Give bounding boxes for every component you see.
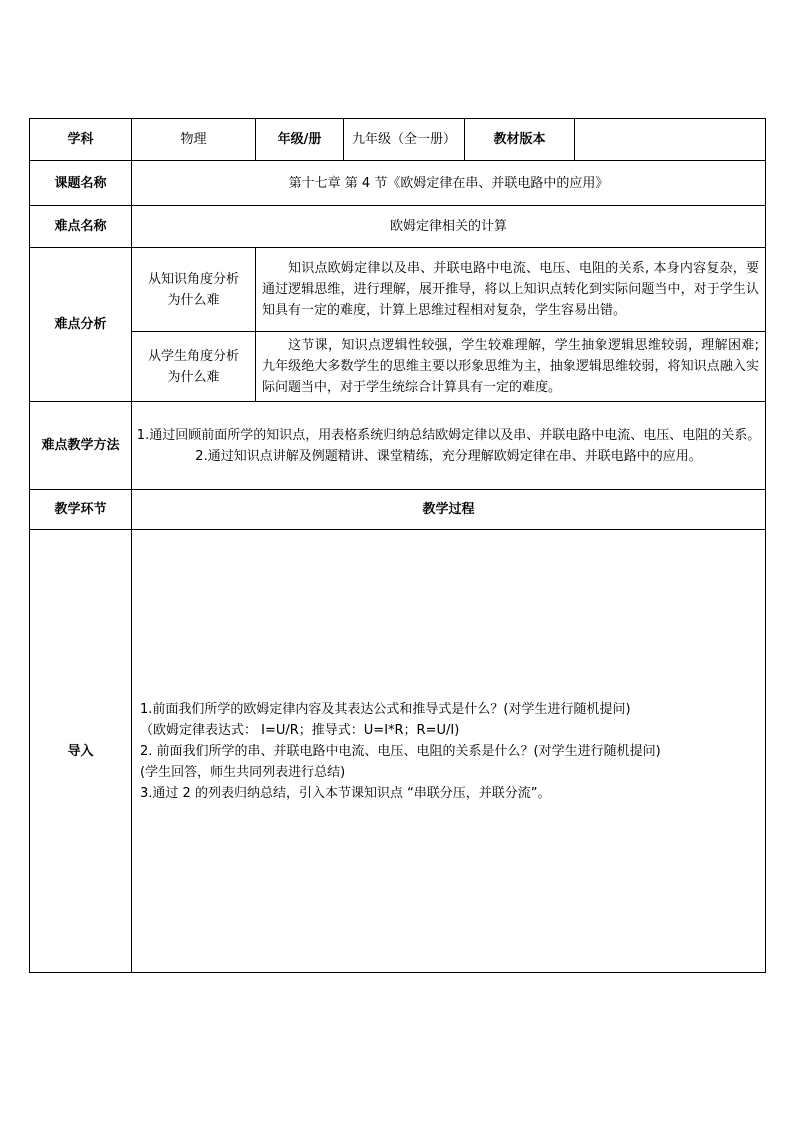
lesson-plan-table (29, 118, 766, 973)
topic-value: 第十七章 第 4 节《欧姆定律在串、并联电路中的应用》 (132, 161, 766, 206)
intro-row (30, 530, 766, 973)
method-row (30, 402, 766, 490)
intro-line-3: 2. 前面我们所学的串、并联电路中电流、电压、电阻的关系是什么？(对学生进行随机提问) (140, 743, 661, 759)
header-row (30, 119, 766, 161)
intro-line-1: 1.前面我们所学的欧姆定律内容及其表达公式和推导式是什么？(对学生进行随机提问) (140, 701, 631, 717)
difficulty-value: 欧姆定律相关的计算 (132, 206, 766, 248)
method-label: 难点教学方法 (30, 402, 132, 490)
analysis-student-row (30, 332, 766, 402)
method-line-2: 2.通过知识点讲解及例题精讲、课堂精练，充分理解欧姆定律在串、并联电路中的应用。 (195, 448, 702, 464)
difficulty-label: 难点名称 (30, 206, 132, 248)
edition-value (575, 119, 766, 161)
intro-line-4: (学生回答，师生共同列表进行总结) (140, 764, 346, 780)
analysis-knowledge-row (30, 248, 766, 332)
process-label: 教学过程 (132, 490, 766, 530)
stage-label: 教学环节 (30, 490, 132, 530)
knowledge-angle-label: 从知识角度分析为什么难 (132, 248, 256, 332)
analysis-label: 难点分析 (30, 248, 132, 402)
subject-value: 物理 (132, 119, 256, 161)
intro-line-5: 3.通过 2 的列表归纳总结，引入本节课知识点 “串联分压，并联分流”。 (140, 785, 551, 801)
grade-value: 九年级（全一册） (344, 119, 465, 161)
method-line-1: 1.通过回顾前面所学的知识点，用表格系统归纳总结欧姆定律以及串、并联电路中电流、电压、电阻的关系。 (136, 427, 761, 443)
knowledge-angle-text: 知识点欧姆定律以及串、并联电路中电流、电压、电阻的关系, 本身内容复杂，要通过逻辑思维，进行理解，展开推导，将以上知识点转化到实际问题当中，对于学生认知具有一定的难度，计算上思维过程相对复杂，学生容易出错。 (256, 248, 766, 332)
difficulty-row (30, 206, 766, 248)
intro-content (132, 530, 766, 973)
student-angle-text: 这节课，知识点逻辑性较强，学生较难理解，学生抽象逻辑思维较弱，理解困难; 九年级绝大多数学生的思维主要以形象思维为主，抽象逻辑思维较弱，将知识点融入实际问题当中，对于学生统综合计算具有一定的难度。 (256, 332, 766, 402)
intro-label: 导入 (30, 530, 132, 973)
method-content (132, 402, 766, 490)
topic-row (30, 161, 766, 206)
subject-label: 学科 (30, 119, 132, 161)
student-angle-label: 从学生角度分析为什么难 (132, 332, 256, 402)
grade-label: 年级/册 (256, 119, 344, 161)
edition-label: 教材版本 (465, 119, 575, 161)
topic-label: 课题名称 (30, 161, 132, 206)
process-header-row (30, 490, 766, 530)
intro-line-2: （欧姆定律表达式： I=U/R；推导式：U=I*R；R=U/I) (140, 722, 460, 738)
